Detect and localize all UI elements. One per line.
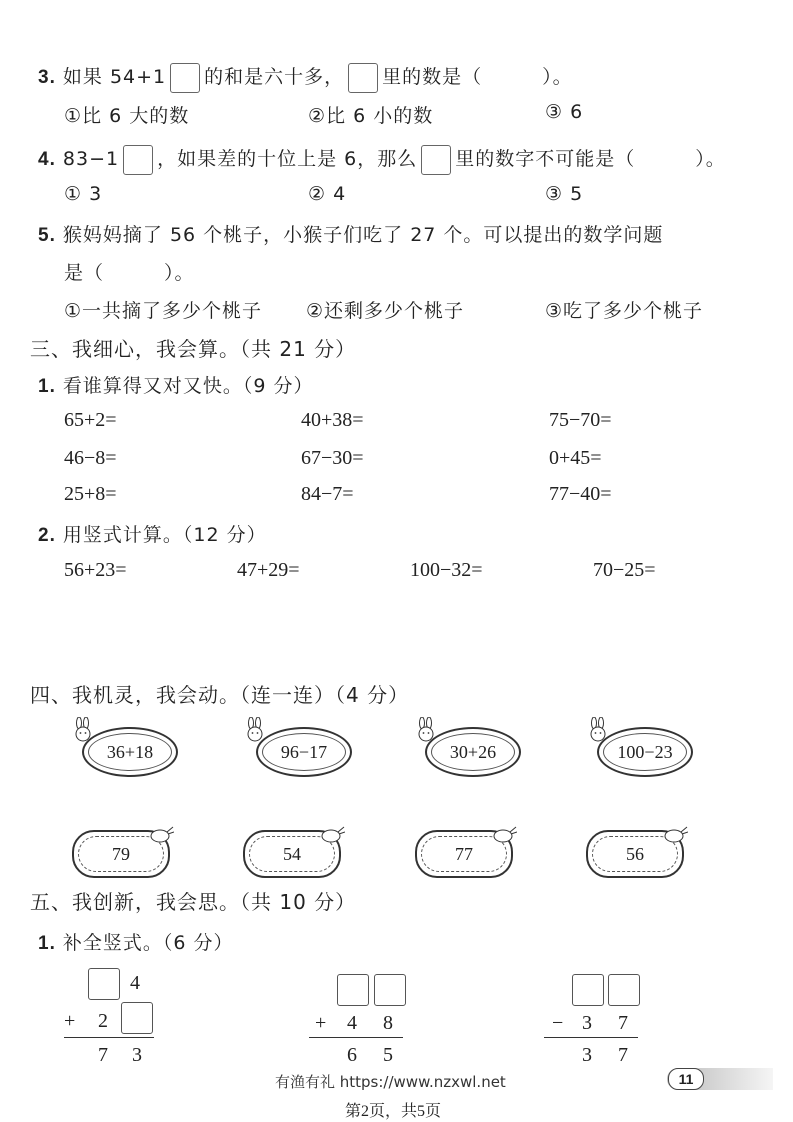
expression-oval[interactable] (82, 727, 178, 777)
expression-oval[interactable] (597, 727, 693, 777)
question-text: ，如果差的十位上是 6，那么 (157, 148, 418, 170)
q3-option-3[interactable]: ③ 6 (545, 101, 584, 123)
vertical-calc-item: 47+29= (237, 559, 300, 581)
digit: 4 (347, 1012, 357, 1034)
expression-text: 100−23 (617, 741, 673, 762)
answer-box[interactable] (170, 63, 200, 93)
answer-text: 54 (283, 843, 301, 864)
expression-oval[interactable] (256, 727, 352, 777)
question-4 (38, 144, 726, 175)
calc-item: 0+45= (549, 447, 602, 469)
bunny-icon (415, 717, 437, 743)
carrot-icon (319, 824, 345, 844)
q4-option-2[interactable]: ② 4 (308, 183, 347, 205)
equals-line (64, 1037, 154, 1038)
question-text: 是（ ）。 (64, 262, 195, 284)
watermark: 有渔有礼 https://www.nzxwl.net (275, 1073, 506, 1091)
calc-item: 25+8= (64, 483, 117, 505)
digit: 3 (582, 1044, 592, 1066)
q5-option-2[interactable]: ②还剩多少个桃子 (306, 300, 465, 322)
answer-box[interactable] (348, 63, 378, 93)
blank-digit-box[interactable] (374, 974, 406, 1006)
part-title: 补全竖式。（6 分） (62, 932, 234, 954)
q5-option-1[interactable]: ①一共摘了多少个桃子 (64, 300, 263, 322)
part-number: 2. (38, 525, 56, 546)
calc-item: 46−8= (64, 447, 117, 469)
question-5 (38, 220, 663, 247)
q5-option-3[interactable]: ③吃了多少个桃子 (545, 300, 704, 322)
question-text: 83−1 (62, 148, 120, 170)
part-number: 1. (38, 933, 56, 954)
question-number: 5. (38, 225, 56, 246)
digit: 6 (347, 1044, 357, 1066)
section-3-part-1-title (38, 371, 314, 398)
calc-item: 65+2= (64, 409, 117, 431)
digit: 8 (383, 1012, 393, 1034)
bunny-icon (72, 717, 94, 743)
page-badge: 11 (668, 1068, 704, 1090)
blank-digit-box[interactable] (572, 974, 604, 1006)
blank-digit-box[interactable] (337, 974, 369, 1006)
blank-digit-box[interactable] (608, 974, 640, 1006)
section-4-title: 四、我机灵，我会动。（连一连）（4 分） (30, 683, 410, 707)
expression-oval[interactable] (425, 727, 521, 777)
bunny-icon (587, 717, 609, 743)
answer-text: 77 (455, 843, 473, 864)
question-text: 如果 54+1 (62, 66, 167, 88)
digit: 3 (132, 1044, 142, 1066)
question-3 (38, 62, 573, 93)
answer-box[interactable] (123, 145, 153, 175)
section-5-part-1-title (38, 928, 234, 955)
question-text: 里的数是（ ）。 (382, 66, 573, 88)
carrot-icon (662, 824, 688, 844)
equals-line (309, 1037, 403, 1038)
bunny-icon (244, 717, 266, 743)
expression-text: 36+18 (106, 741, 154, 762)
calc-item: 67−30= (301, 447, 364, 469)
section-3-part-2-title (38, 520, 267, 547)
q4-option-3[interactable]: ③ 5 (545, 183, 584, 205)
question-number: 3. (38, 67, 56, 88)
q3-option-2[interactable]: ②比 6 小的数 (308, 105, 434, 127)
equals-line (544, 1037, 638, 1038)
question-text: 猴妈妈摘了 56 个桃子，小猴子们吃了 27 个。可以提出的数学问题 (62, 224, 664, 246)
answer-box[interactable] (421, 145, 451, 175)
digit: 3 (582, 1012, 592, 1034)
calc-item: 75−70= (549, 409, 612, 431)
question-text: 的和是六十多， (204, 66, 345, 88)
operator: − (552, 1012, 564, 1034)
vertical-calc-item: 70−25= (593, 559, 656, 581)
blank-digit-box[interactable] (121, 1002, 153, 1034)
question-number: 4. (38, 149, 56, 170)
section-3-title: 三、我细心，我会算。（共 21 分） (30, 337, 357, 361)
expression-text: 96−17 (280, 741, 328, 762)
page-info: 第2页，共5页 (345, 1103, 442, 1120)
answer-text: 79 (112, 843, 130, 864)
blank-digit-box[interactable] (88, 968, 120, 1000)
q3-option-1[interactable]: ①比 6 大的数 (64, 105, 190, 127)
part-title: 用竖式计算。（12 分） (62, 524, 267, 546)
answer-text: 56 (626, 843, 644, 864)
digit: 4 (130, 972, 140, 994)
carrot-icon (148, 824, 174, 844)
expression-text: 30+26 (449, 741, 497, 762)
vertical-calc-item: 100−32= (410, 559, 483, 581)
operator: + (64, 1010, 76, 1032)
calc-item: 84−7= (301, 483, 354, 505)
digit: 7 (618, 1012, 628, 1034)
operator: + (315, 1012, 327, 1034)
part-number: 1. (38, 376, 56, 397)
section-5-title: 五、我创新，我会思。（共 10 分） (30, 890, 357, 914)
digit: 5 (383, 1044, 393, 1066)
digit: 7 (618, 1044, 628, 1066)
carrot-icon (491, 824, 517, 844)
digit: 2 (98, 1010, 108, 1032)
digit: 7 (98, 1044, 108, 1066)
calc-item: 40+38= (301, 409, 364, 431)
vertical-calc-item: 56+23= (64, 559, 127, 581)
calc-item: 77−40= (549, 483, 612, 505)
question-text: 里的数字不可能是（ ）。 (455, 148, 726, 170)
part-title: 看谁算得又对又快。（9 分） (62, 375, 314, 397)
q4-option-1[interactable]: ① 3 (64, 183, 103, 205)
